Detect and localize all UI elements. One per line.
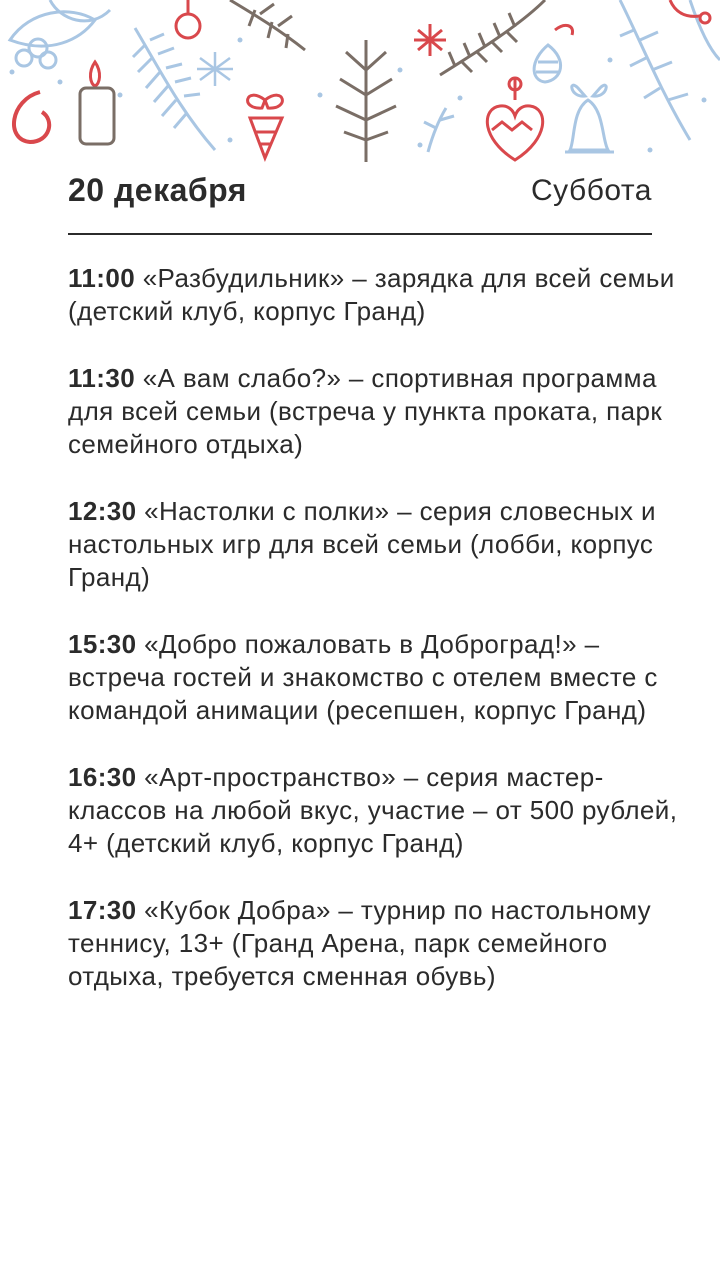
event-description: «Добро пожаловать в Доброград!» – встреча гостей и знакомство с отелем вместе с командой анимации (ресепшен, корпус Гранд): [68, 629, 658, 725]
pinecone-icon: [534, 25, 572, 82]
date-title: 20 декабря: [68, 172, 247, 208]
berry-icon: [14, 92, 49, 142]
pine-branch-icon: [440, 0, 545, 75]
event-description: «А вам слабо?» – спортивная программа для всей семьи (встреча у пункта проката, парк семейного отдыха): [68, 363, 663, 459]
pine-branch-icon: [230, 0, 305, 50]
event-time: 11:00: [68, 263, 136, 293]
event-description: «Разбудильник» – зарядка для всей семьи (детский клуб, корпус Гранд): [68, 263, 675, 326]
list-item: [68, 362, 678, 461]
pine-branch-icon: [133, 28, 215, 150]
list-item: [68, 761, 678, 860]
pine-branch-icon: [620, 0, 720, 140]
event-time: 15:30: [68, 629, 137, 659]
candle-icon: [80, 62, 114, 144]
list-item: [68, 894, 678, 993]
snowflake-icon: [197, 52, 233, 86]
header-divider: [68, 233, 652, 235]
list-item: [68, 628, 678, 727]
list-item: [68, 262, 678, 328]
bow-icon: [248, 95, 283, 158]
event-description: «Настолки с полки» – серия словесных и настольных игр для всей семьи (лобби, корпус Гранд): [68, 496, 656, 592]
snowflake-icon: [414, 24, 446, 56]
pine-branch-icon: [424, 108, 454, 152]
day-header: [68, 172, 652, 216]
schedule-list: [68, 262, 678, 1027]
bell-icon: [565, 85, 614, 152]
event-description: «Арт-пространство» – серия мастер-классов на любой вкус, участие – от 500 рублей, 4+ (детский клуб, корпус Гранд): [68, 762, 678, 858]
event-time: 16:30: [68, 762, 137, 792]
event-time: 17:30: [68, 895, 137, 925]
event-time: 11:30: [68, 363, 136, 393]
event-time: 12:30: [68, 496, 137, 526]
tree-icon: [336, 40, 396, 162]
event-description: «Кубок Добра» – турнир по настольному теннису, 13+ (Гранд Арена, парк семейного отдыха, требуется сменная обувь): [68, 895, 652, 991]
ornament-icon: [176, 0, 200, 38]
decor-banner: [0, 0, 720, 170]
list-item: [68, 495, 678, 594]
heart-ornament-icon: [487, 78, 542, 160]
holly-icon: [10, 0, 110, 68]
weekday-label: Суббота: [531, 174, 652, 207]
